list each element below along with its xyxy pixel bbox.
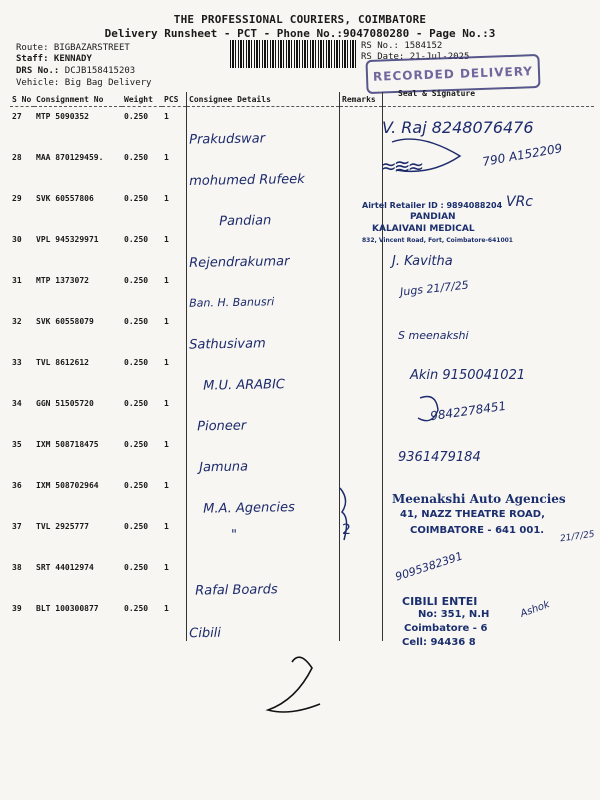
remark-handwriting: 2 bbox=[342, 522, 351, 538]
cell-sno: 28 bbox=[12, 153, 22, 162]
cell-consignment: VPL 945329971 bbox=[36, 235, 99, 244]
cell-consignment: SRT 44012974 bbox=[36, 563, 94, 572]
document-title: THE PROFESSIONAL COURIERS, COIMBATORE bbox=[173, 13, 427, 26]
cell-consignment: MTP 5090352 bbox=[36, 112, 89, 121]
cell-pcs: 1 bbox=[164, 317, 169, 326]
consignee-handwriting: Cibili bbox=[189, 625, 222, 642]
cell-weight: 0.250 bbox=[124, 440, 149, 449]
cell-sno: 34 bbox=[12, 399, 22, 408]
route-label: Route: BIGBAZARSTREET bbox=[16, 43, 130, 53]
cell-weight: 0.250 bbox=[124, 522, 149, 531]
signature-scribble-28: ≈≋≈ bbox=[380, 154, 422, 178]
col-header-weight: Weight bbox=[122, 92, 162, 107]
cell-consignment: IXM 508702964 bbox=[36, 481, 99, 490]
col-header-consignment: Consignment No bbox=[34, 92, 122, 107]
cell-weight: 0.250 bbox=[124, 153, 149, 162]
cell-consignment: BLT 100300877 bbox=[36, 604, 99, 613]
col-header-remarks: Remarks bbox=[340, 92, 383, 107]
cell-pcs: 1 bbox=[164, 358, 169, 367]
consignee-handwriting: mohumed Rufeek bbox=[189, 171, 305, 190]
bottom-signature bbox=[268, 657, 320, 712]
cell-consignment: MTP 1373072 bbox=[36, 276, 89, 285]
cell-sno: 39 bbox=[12, 604, 22, 613]
vehicle-label: Vehicle: Big Bag Delivery bbox=[16, 78, 152, 88]
cell-weight: 0.250 bbox=[124, 276, 149, 285]
kalaivani-stamp: KALAIVANI MEDICAL bbox=[372, 224, 475, 234]
cell-sno: 36 bbox=[12, 481, 22, 490]
consignee-handwriting: Prakudswar bbox=[189, 131, 266, 148]
consignee-handwriting: M.U. ARABIC bbox=[203, 377, 286, 394]
consignee-handwriting: Rejendrakumar bbox=[189, 254, 290, 271]
cell-weight: 0.250 bbox=[124, 604, 149, 613]
signature-row-30: J. Kavitha bbox=[392, 254, 453, 269]
cell-weight: 0.250 bbox=[124, 317, 149, 326]
cell-sno: 30 bbox=[12, 235, 22, 244]
meenakshi-address-1: 41, NAZZ THEATRE ROAD, bbox=[400, 509, 545, 520]
kalaivani-address: 832, Vincent Road, Fort, Coimbatore-641001 bbox=[362, 237, 513, 244]
cell-pcs: 1 bbox=[164, 153, 169, 162]
cell-consignment: MAA 870129459. bbox=[36, 153, 104, 162]
brace-mark bbox=[340, 488, 347, 540]
consignee-handwriting: Jamuna bbox=[199, 459, 249, 476]
cell-pcs: 1 bbox=[164, 399, 169, 408]
cell-weight: 0.250 bbox=[124, 399, 149, 408]
signature-row-32: S meenakshi bbox=[398, 329, 469, 342]
cibili-stamp: CIBILI ENTEI bbox=[402, 595, 478, 608]
signature-scribble-28-line bbox=[392, 139, 460, 171]
airtel-retailer-stamp: Airtel Retailer ID : 9894088204 bbox=[362, 201, 503, 210]
signature-row-39: Ashok bbox=[519, 599, 552, 620]
cell-consignment: GGN 51505720 bbox=[36, 399, 94, 408]
meenakshi-stamp: Meenakshi Auto Agencies bbox=[392, 492, 566, 506]
signature-row-27: V. Raj 8248076476 bbox=[382, 118, 534, 137]
col-header-consignee: Consignee Details bbox=[187, 92, 340, 107]
signature-row-28: 790 A152209 bbox=[481, 141, 564, 169]
staff-label: Staff: KENNADY bbox=[16, 54, 92, 64]
cell-sno: 32 bbox=[12, 317, 22, 326]
signature-row-37: 21/7/25 bbox=[559, 529, 596, 545]
cell-consignment: SVK 60558079 bbox=[36, 317, 94, 326]
cell-sno: 29 bbox=[12, 194, 22, 203]
recorded-delivery-stamp: RECORDED DELIVERY bbox=[365, 54, 540, 94]
cibili-cell: Cell: 94436 8 bbox=[402, 637, 476, 648]
drs-value: DCJB158415203 bbox=[64, 66, 136, 76]
rs-number: RS No.: 1584152 bbox=[361, 41, 443, 51]
cell-sno: 37 bbox=[12, 522, 22, 531]
cell-pcs: 1 bbox=[164, 481, 169, 490]
consignee-handwriting: M.A. Agencies bbox=[203, 500, 295, 517]
consignee-handwriting: Ban. H. Banusri bbox=[189, 295, 275, 310]
rs-date: RS Date: 21-Jul-2025 bbox=[361, 52, 470, 62]
cibili-address-2: Coimbatore - 6 bbox=[404, 623, 488, 634]
cell-weight: 0.250 bbox=[124, 194, 149, 203]
cell-pcs: 1 bbox=[164, 194, 169, 203]
cell-pcs: 1 bbox=[164, 235, 169, 244]
signature-row-34: 9842278451 bbox=[429, 398, 507, 424]
signature-row-38: 9095382391 bbox=[393, 549, 465, 584]
seal-signature-header: Seal & Signature bbox=[398, 89, 476, 98]
col-header-sno: S No bbox=[10, 92, 34, 107]
cell-consignment: TVL 8612612 bbox=[36, 358, 89, 367]
cell-pcs: 1 bbox=[164, 604, 169, 613]
cell-sno: 33 bbox=[12, 358, 22, 367]
cell-weight: 0.250 bbox=[124, 112, 149, 121]
cell-consignment: SVK 60557806 bbox=[36, 194, 94, 203]
signature-row-33: Akin 9150041021 bbox=[410, 368, 526, 383]
signature-row-29: VRc bbox=[506, 194, 534, 210]
cell-sno: 38 bbox=[12, 563, 22, 572]
cell-weight: 0.250 bbox=[124, 563, 149, 572]
cell-sno: 27 bbox=[12, 112, 22, 121]
cell-pcs: 1 bbox=[164, 522, 169, 531]
consignee-handwriting: Rafal Boards bbox=[195, 582, 278, 599]
cell-pcs: 1 bbox=[164, 440, 169, 449]
cell-consignment: IXM 508718475 bbox=[36, 440, 99, 449]
cell-pcs: 1 bbox=[164, 112, 169, 121]
col-header-pcs: PCS bbox=[162, 92, 187, 107]
cell-weight: 0.250 bbox=[124, 358, 149, 367]
pandian-stamp: PANDIAN bbox=[410, 212, 456, 222]
consignee-handwriting: " bbox=[230, 527, 238, 543]
cell-weight: 0.250 bbox=[124, 235, 149, 244]
signature-row-35: 9361479184 bbox=[398, 450, 481, 465]
cell-sno: 35 bbox=[12, 440, 22, 449]
cell-sno: 31 bbox=[12, 276, 22, 285]
signature-scribble-34 bbox=[418, 397, 438, 421]
consignee-handwriting: Pandian bbox=[219, 213, 272, 230]
drs-label: DRS No.: bbox=[16, 66, 60, 76]
cell-pcs: 1 bbox=[164, 563, 169, 572]
consignee-handwriting: Pioneer bbox=[197, 418, 247, 435]
cell-consignment: TVL 2925777 bbox=[36, 522, 89, 531]
cell-weight: 0.250 bbox=[124, 481, 149, 490]
meenakshi-address-2: COIMBATORE - 641 001. bbox=[410, 525, 545, 536]
cibili-address-1: No: 351, N.H bbox=[418, 609, 490, 620]
signature-row-31: Jugs 21/7/25 bbox=[399, 278, 470, 299]
cell-pcs: 1 bbox=[164, 276, 169, 285]
document-subtitle: Delivery Runsheet - PCT - Phone No.:9047080280 - Page No.:3 bbox=[104, 27, 496, 40]
consignee-handwriting: Sathusivam bbox=[189, 336, 266, 353]
